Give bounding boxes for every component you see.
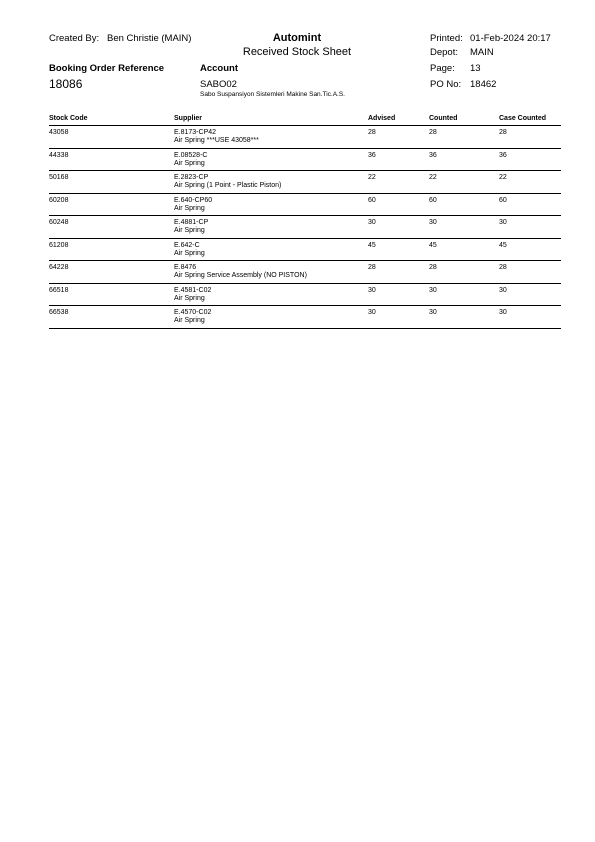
supplier-cell	[174, 287, 211, 303]
supplier-cell	[174, 309, 211, 325]
account-label: Account	[200, 63, 238, 74]
supplier-cell	[174, 174, 281, 190]
advised-cell: 60	[368, 196, 376, 204]
item-description: Air Spring	[174, 227, 205, 234]
stock-code-cell: 61208	[49, 241, 69, 249]
table-row	[49, 126, 561, 149]
supplier-cell	[174, 219, 208, 235]
depot-value: MAIN	[470, 47, 494, 58]
item-description: Air Spring	[174, 159, 205, 167]
stock-code-cell: 60248	[49, 219, 69, 226]
case-counted-cell: 28	[499, 129, 507, 136]
case-counted-cell: 30	[499, 286, 507, 294]
supplier-cell	[174, 152, 207, 168]
counted-cell: 28	[429, 129, 437, 136]
supplier-cell	[174, 242, 205, 258]
case-counted-cell: 22	[499, 174, 507, 181]
col-case-counted: Case Counted	[499, 115, 547, 122]
supplier-code: E.640-CP60	[174, 196, 213, 204]
po-label: PO No:	[430, 79, 462, 90]
stock-code-cell: 66538	[49, 309, 69, 316]
table-row	[49, 306, 561, 329]
po-value: 18462	[470, 79, 497, 90]
table-row	[49, 284, 561, 307]
table-row	[49, 216, 561, 239]
supplier-code: E.4581-C02	[174, 286, 212, 294]
supplier-code: E.642-C	[174, 241, 200, 249]
supplier-code: E.4881-CP	[174, 219, 209, 226]
sheet-title: Received Stock Sheet	[242, 46, 352, 58]
printed-label: Printed:	[430, 33, 463, 44]
col-stock-code: Stock Code	[49, 115, 88, 122]
col-advised: Advised	[368, 115, 396, 122]
item-description: Air Spring	[174, 204, 205, 212]
counted-cell: 30	[429, 286, 437, 294]
table-row	[49, 261, 561, 284]
counted-cell: 60	[429, 196, 437, 204]
table-row	[49, 239, 561, 262]
stock-table	[49, 115, 561, 329]
item-description: Air Spring (1 Point - Plastic Piston)	[174, 182, 282, 189]
case-counted-cell: 45	[499, 241, 507, 249]
case-counted-cell: 60	[499, 196, 507, 204]
counted-cell: 30	[429, 219, 437, 226]
advised-cell: 28	[368, 264, 376, 271]
stock-code-cell: 64228	[49, 264, 69, 271]
depot-label: Depot:	[430, 47, 458, 58]
advised-cell: 22	[368, 174, 376, 181]
item-description: Air Spring Service Assembly (NO PISTON)	[174, 272, 307, 279]
item-description: Air Spring ***USE 43058***	[174, 137, 259, 144]
supplier-code: E.4570-C02	[174, 309, 212, 316]
item-description: Air Spring	[174, 249, 205, 257]
supplier-code: E.08528-C	[174, 151, 208, 159]
table-row	[49, 194, 561, 217]
page-label: Page:	[430, 63, 455, 74]
created-by-label: Created By:	[49, 33, 100, 44]
page-value: 13	[470, 63, 481, 74]
supplier-cell	[174, 129, 259, 145]
table-row	[49, 171, 561, 194]
advised-cell: 28	[368, 129, 376, 136]
col-supplier: Supplier	[174, 115, 203, 122]
supplier-code: E.8476	[174, 264, 197, 271]
advised-cell: 30	[368, 286, 376, 294]
counted-cell: 30	[429, 309, 437, 316]
advised-cell: 30	[368, 309, 376, 316]
stock-code-cell: 50168	[49, 174, 69, 181]
account-code: SABO02	[200, 79, 237, 90]
company-name: Automint	[272, 32, 322, 44]
table-row	[49, 149, 561, 172]
counted-cell: 36	[429, 151, 437, 159]
table-header	[49, 115, 561, 126]
supplier-code: E.8173-CP42	[174, 129, 217, 136]
counted-cell: 22	[429, 174, 437, 181]
item-description: Air Spring	[174, 317, 205, 324]
stock-code-cell: 43058	[49, 129, 69, 136]
booking-ref-value: 18086	[49, 77, 83, 91]
account-name: Sabo Suspansiyon Sistemleri Makine San.Tic.A.S.	[200, 91, 345, 98]
advised-cell: 30	[368, 219, 376, 226]
booking-ref-label: Booking Order Reference	[49, 63, 165, 74]
item-description: Air Spring	[174, 294, 205, 302]
stock-code-cell: 44338	[49, 151, 69, 159]
created-by-value: Ben Christie (MAIN)	[107, 33, 192, 44]
counted-cell: 45	[429, 241, 437, 249]
counted-cell: 28	[429, 264, 437, 271]
supplier-cell	[174, 197, 212, 213]
case-counted-cell: 30	[499, 309, 507, 316]
col-counted: Counted	[429, 115, 458, 122]
supplier-code: E.2823-CP	[174, 174, 209, 181]
case-counted-cell: 30	[499, 219, 507, 226]
advised-cell: 36	[368, 151, 376, 159]
supplier-cell	[174, 264, 307, 280]
advised-cell: 45	[368, 241, 376, 249]
printed-value: 01-Feb-2024 20:17	[470, 33, 551, 44]
stock-code-cell: 66518	[49, 286, 69, 294]
case-counted-cell: 28	[499, 264, 507, 271]
stock-code-cell: 60208	[49, 196, 69, 204]
case-counted-cell: 36	[499, 151, 507, 159]
